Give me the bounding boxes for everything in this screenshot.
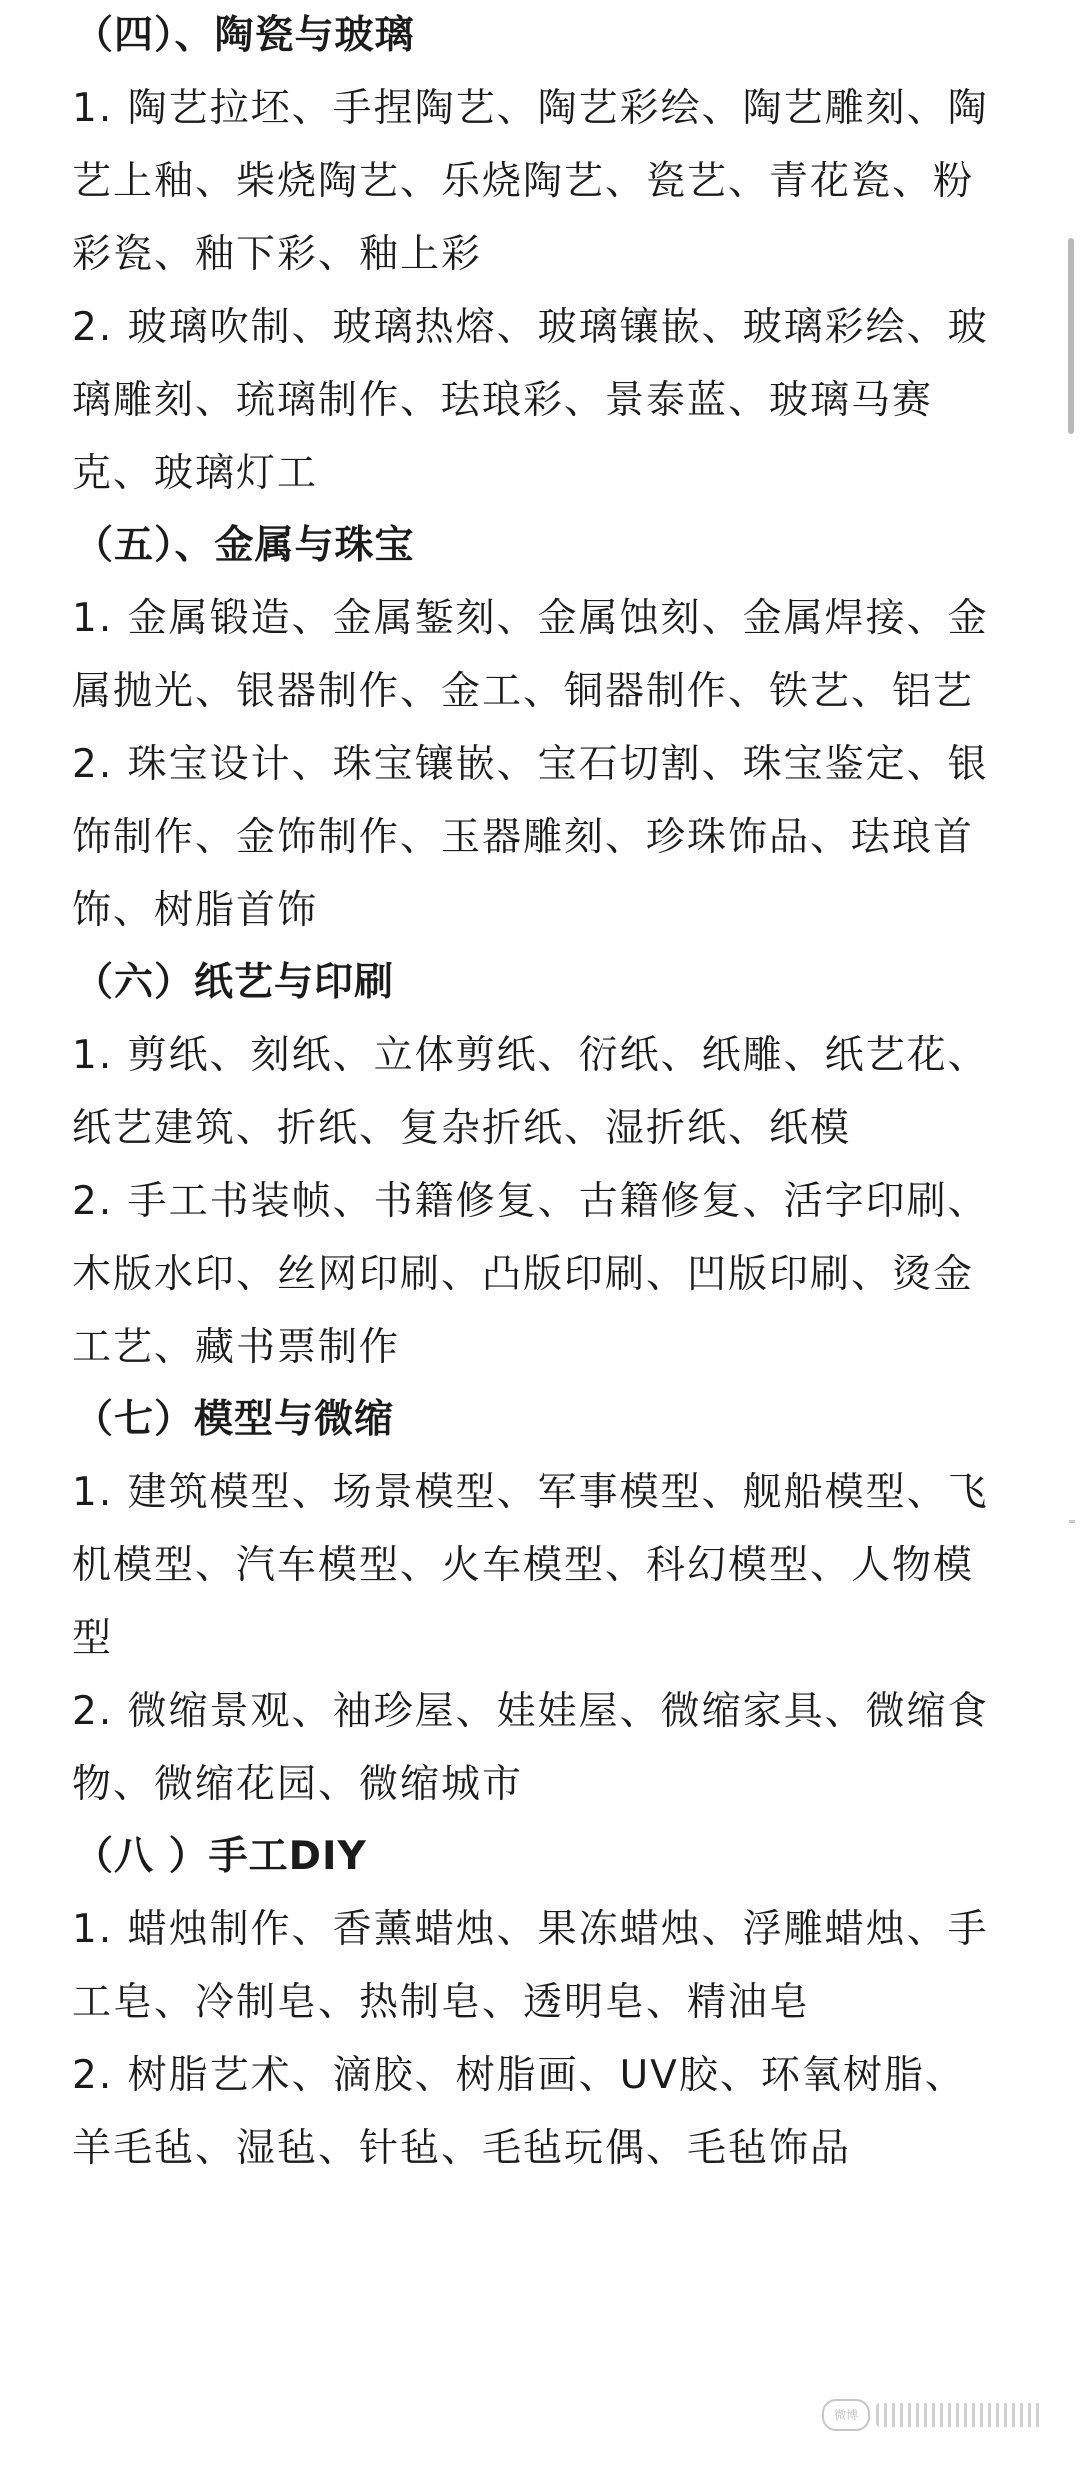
list-item: 1. 金属锻造、金属錾刻、金属蚀刻、金属焊接、金属抛光、银器制作、金工、铜器制作、铁艺、铝艺 <box>72 596 989 714</box>
weibo-watermark <box>822 2398 1042 2432</box>
list-item: 2. 微缩景观、袖珍屋、娃娃屋、微缩家具、微缩食物、微缩花园、微缩城市 <box>72 1689 989 1807</box>
list-item: 1. 陶艺拉坯、手捏陶艺、陶艺彩绘、陶艺雕刻、陶艺上釉、柴烧陶艺、乐烧陶艺、瓷艺、青花瓷、粉彩瓷、釉下彩、釉上彩 <box>72 86 989 277</box>
section-handmade-diy <box>72 1821 992 2185</box>
list-item: 1. 建筑模型、场景模型、军事模型、舰船模型、飞机模型、汽车模型、火车模型、科幻模型、人物模型 <box>72 1470 989 1661</box>
list-item: 2. 珠宝设计、珠宝镶嵌、宝石切割、珠宝鉴定、银饰制作、金饰制作、玉器雕刻、珍珠饰品、珐琅首饰、树脂首饰 <box>72 742 989 933</box>
scroll-marker <box>1069 1520 1075 1523</box>
article-body <box>72 0 992 2185</box>
list-item: 1. 蜡烛制作、香薰蜡烛、果冻蜡烛、浮雕蜡烛、手工皂、冷制皂、热制皂、透明皂、精油皂 <box>72 1907 989 2025</box>
section-heading: （六）纸艺与印刷 <box>74 960 395 1005</box>
watermark-handle <box>876 2403 1042 2427</box>
list-item: 2. 手工书装帧、书籍修复、古籍修复、活字印刷、木版水印、丝网印刷、凸版印刷、凹版印刷、烫金工艺、藏书票制作 <box>72 1179 989 1370</box>
section-heading: （八 ）手工DIY <box>74 1834 367 1879</box>
list-item: 2. 玻璃吹制、玻璃热熔、玻璃镶嵌、玻璃彩绘、玻璃雕刻、琉璃制作、珐琅彩、景泰蓝、玻璃马赛克、玻璃灯工 <box>72 305 989 496</box>
section-metal-jewelry <box>72 510 992 947</box>
section-heading: （七）模型与微缩 <box>74 1397 395 1442</box>
section-heading: （四）、陶瓷与玻璃 <box>74 13 415 58</box>
section-models-miniatures <box>72 1384 992 1821</box>
watermark-logo: 微博 <box>822 2399 870 2431</box>
section-heading: （五）、金属与珠宝 <box>74 523 415 568</box>
list-item: 1. 剪纸、刻纸、立体剪纸、衍纸、纸雕、纸艺花、纸艺建筑、折纸、复杂折纸、湿折纸、纸模 <box>72 1033 989 1151</box>
scrollbar-thumb[interactable] <box>1068 238 1074 434</box>
list-item: 2. 树脂艺术、滴胶、树脂画、UV胶、环氧树脂、羊毛毡、湿毡、针毡、毛毡玩偶、毛毡饰品 <box>72 2053 966 2171</box>
section-paper-printing <box>72 947 992 1384</box>
section-ceramics-glass <box>72 0 992 510</box>
